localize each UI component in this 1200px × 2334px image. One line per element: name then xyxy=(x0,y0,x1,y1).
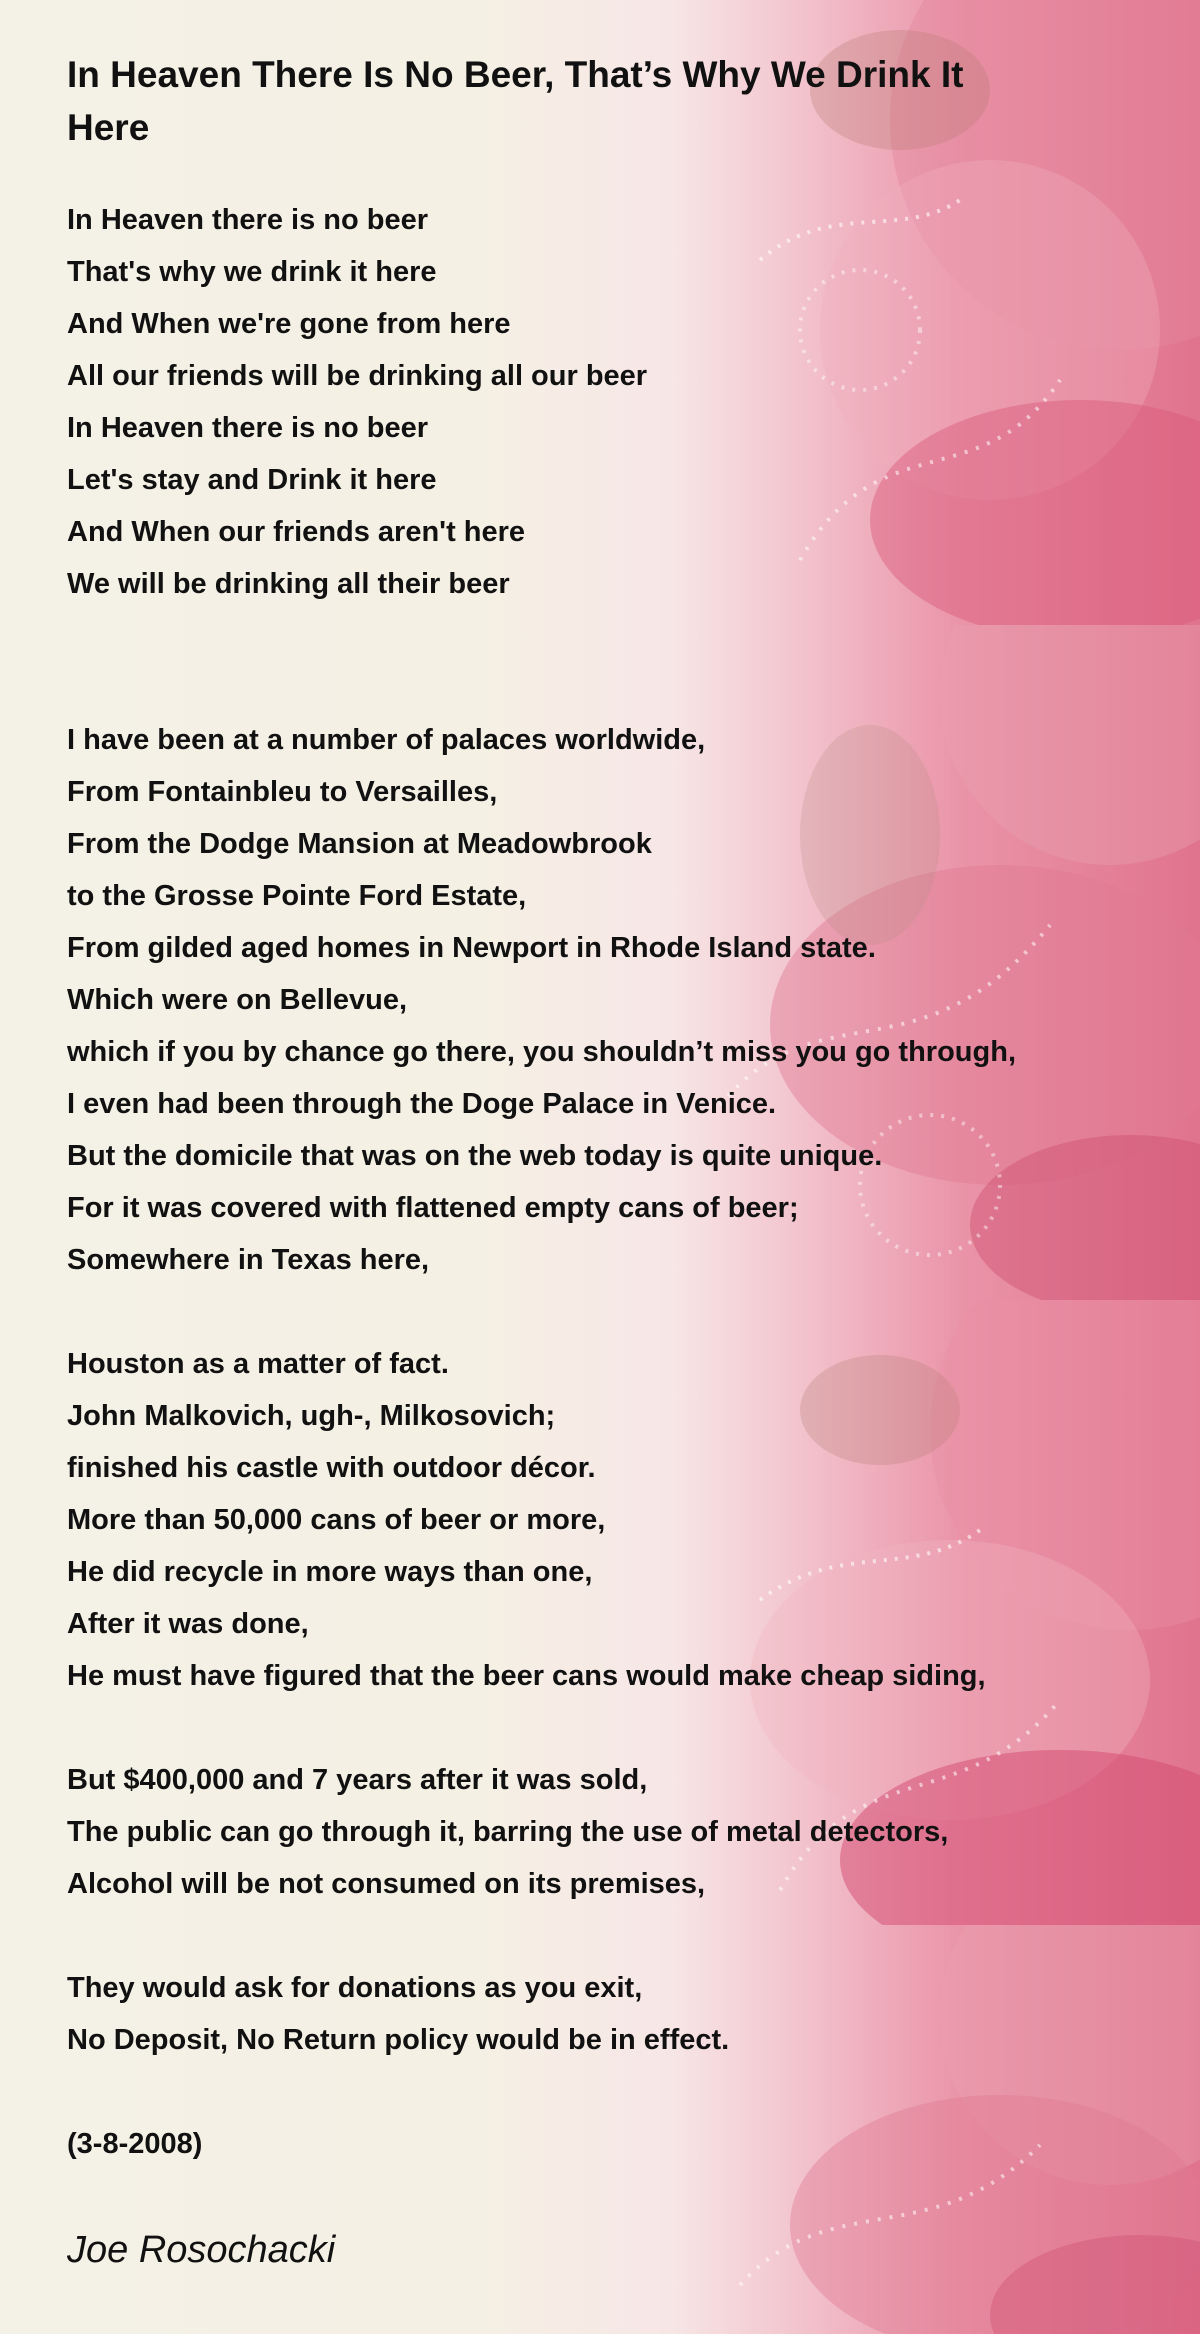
poem-line: And When our friends aren't here xyxy=(67,516,526,548)
poem-line: And When we're gone from here xyxy=(67,308,511,340)
stanza-gap xyxy=(67,2066,1127,2118)
poem-line: Let's stay and Drink it here xyxy=(67,464,437,496)
poem-line: I have been at a number of palaces worldwide, xyxy=(67,724,706,756)
poem-date: (3-8-2008) xyxy=(67,2128,203,2160)
poem-line: He must have figured that the beer cans would make cheap siding, xyxy=(67,1660,986,1692)
poem-line: In Heaven there is no beer xyxy=(67,204,429,236)
poem-line: After it was done, xyxy=(67,1608,309,1640)
stanza-gap xyxy=(67,1702,1127,1754)
poem-line: He did recycle in more ways than one, xyxy=(67,1556,593,1588)
poem-line: That's why we drink it here xyxy=(67,256,437,288)
poem-line: But the domicile that was on the web today is quite unique. xyxy=(67,1140,883,1172)
poem-line: But $400,000 and 7 years after it was sold, xyxy=(67,1764,648,1796)
author-name: Joe Rosochacki xyxy=(67,2229,336,2271)
poem-line: Which were on Bellevue, xyxy=(67,984,408,1016)
poem-line: More than 50,000 cans of beer or more, xyxy=(67,1504,606,1536)
poem-line: Alcohol will be not consumed on its premises, xyxy=(67,1868,706,1900)
stanza xyxy=(67,194,1127,610)
stanza-gap xyxy=(67,610,1127,662)
stanza xyxy=(67,1338,1127,1702)
poem-line: Somewhere in Texas here, xyxy=(67,1244,430,1276)
poem-line: which if you by chance go there, you shouldn’t miss you go through, xyxy=(67,1036,1016,1068)
poem-title: In Heaven There Is No Beer, That’s Why We Drink It Here xyxy=(67,54,964,148)
stanza xyxy=(67,662,1127,1286)
poem-line: From gilded aged homes in Newport in Rhode Island state. xyxy=(67,932,876,964)
stanza-gap xyxy=(67,1910,1127,1962)
poem-line: John Malkovich, ugh-, Milkosovich; xyxy=(67,1400,556,1432)
poem-line: The public can go through it, barring the use of metal detectors, xyxy=(67,1816,949,1848)
poem-line: From the Dodge Mansion at Meadowbrook xyxy=(67,828,652,860)
poem-line xyxy=(67,662,1127,714)
poem-line: No Deposit, No Return policy would be in effect. xyxy=(67,2024,730,2056)
poem-line: Houston as a matter of fact. xyxy=(67,1348,449,1380)
poem-line: I even had been through the Doge Palace in Venice. xyxy=(67,1088,777,1120)
poem-line: We will be drinking all their beer xyxy=(67,568,510,600)
stanza-gap xyxy=(67,1286,1127,1338)
stanza xyxy=(67,1962,1127,2066)
poem-line: finished his castle with outdoor décor. xyxy=(67,1452,596,1484)
poem-line: to the Grosse Pointe Ford Estate, xyxy=(67,880,527,912)
poem-line: They would ask for donations as you exit, xyxy=(67,1972,643,2004)
stanza xyxy=(67,1754,1127,1910)
poem-line: In Heaven there is no beer xyxy=(67,412,429,444)
poem-line: For it was covered with flattened empty cans of beer; xyxy=(67,1192,799,1224)
poem-content xyxy=(67,48,1127,2276)
stanza xyxy=(67,2118,1127,2170)
poem-line: From Fontainbleu to Versailles, xyxy=(67,776,498,808)
poem-line: All our friends will be drinking all our beer xyxy=(67,360,648,392)
